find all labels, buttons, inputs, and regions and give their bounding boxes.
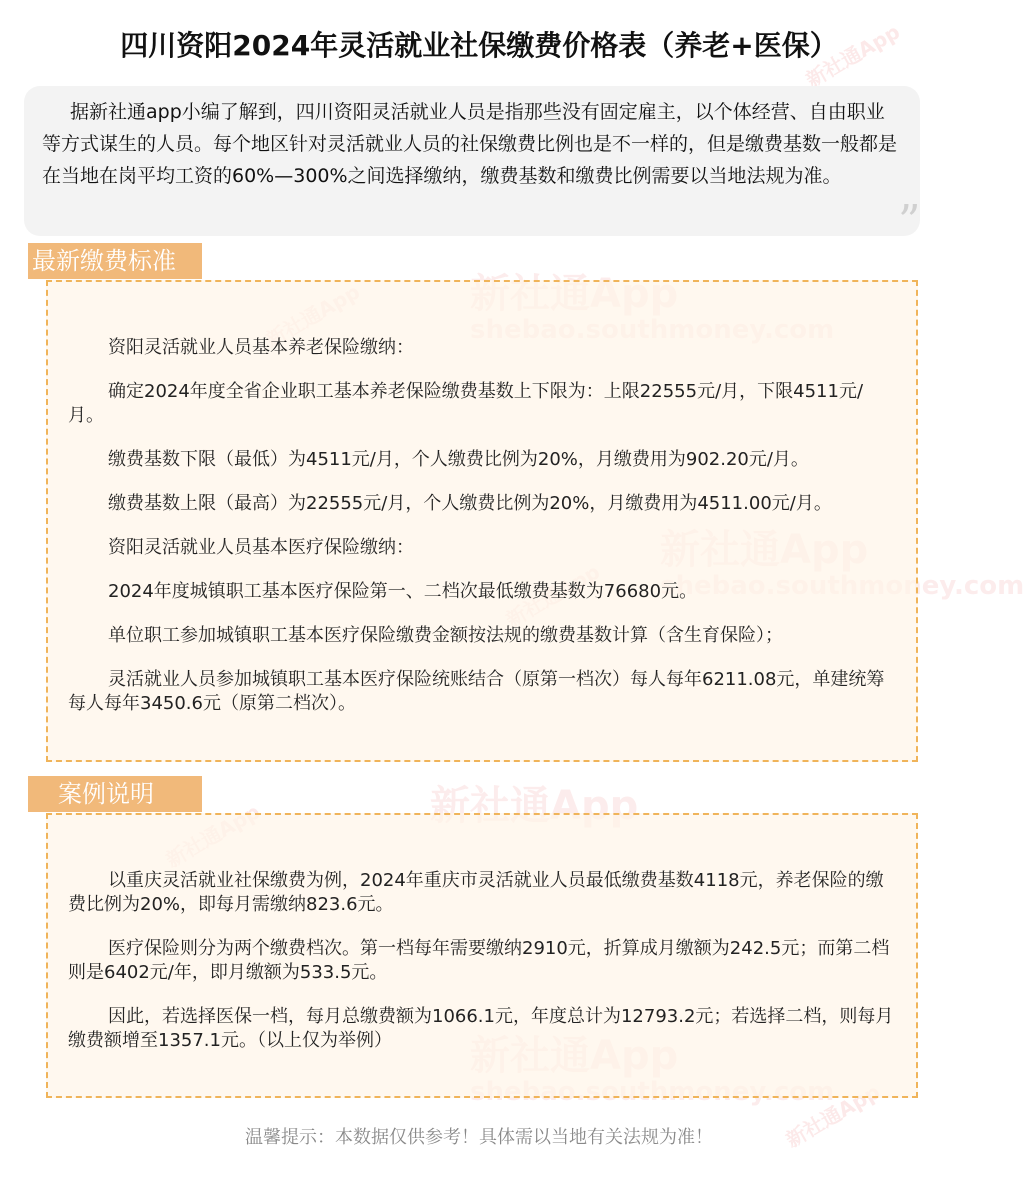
paragraph: 资阳灵活就业人员基本养老保险缴纳： — [108, 337, 414, 358]
paragraph: 因此，若选择医保一档，每月总缴费额为1066.1元，年度总计为12793.2元；若选择二档，则每月缴费额增至1357.1元。（以上仅为举例） — [68, 1006, 894, 1051]
footer-note: 温馨提示：本数据仅供参考！具体需以当地有关法规为准！ — [245, 1127, 713, 1148]
intro-text: 据新社通app小编了解到，四川资阳灵活就业人员是指那些没有固定雇主，以个体经营、自由职业等方式谋生的人员。每个地区针对灵活就业人员的社保缴费比例也是不一样的，但是缴费基数一般都是在当地在岗平均工资的60%—300%之间选择缴纳，缴费基数和缴费比例需要以当地法规为准。 — [24, 86, 920, 236]
watermark-brand: 新社通App — [781, 1079, 884, 1153]
paragraph: 灵活就业人员参加城镇职工基本医疗保险统账结合（原第一档次）每人每年6211.08元，单建统筹每人每年3450.6元（原第二档次）。 — [68, 669, 885, 714]
section-box-case — [46, 813, 918, 1098]
section-heading-label: 案例说明 — [58, 780, 154, 808]
section-heading-case — [28, 776, 202, 812]
close-quote-icon: ” — [898, 196, 921, 247]
paragraph: 2024年度城镇职工基本医疗保险第一、二档次最低缴费基数为76680元。 — [108, 581, 698, 602]
section-heading-standard — [28, 243, 202, 279]
paragraph: 缴费基数下限（最低）为4511元/月，个人缴费比例为20%，月缴费用为902.20元/月。 — [108, 449, 809, 470]
paragraph: 确定2024年度全省企业职工基本养老保险缴费基数上下限为：上限22555元/月，下限4511元/月。 — [68, 381, 864, 426]
watermark-brand: 新社通App — [430, 783, 639, 829]
paragraph: 以重庆灵活就业社保缴费为例，2024年重庆市灵活就业人员最低缴费基数4118元，养老保险的缴费比例为20%，即每月需缴纳823.6元。 — [68, 870, 884, 915]
page-title: 四川资阳2024年灵活就业社保缴费价格表（养老+医保） — [120, 29, 838, 62]
paragraph: 单位职工参加城镇职工基本医疗保险缴费金额按法规的缴费基数计算（含生育保险）； — [108, 625, 783, 646]
section-box-standard — [46, 280, 918, 762]
paragraph: 资阳灵活就业人员基本医疗保险缴纳： — [108, 537, 414, 558]
paragraph: 缴费基数上限（最高）为22555元/月，个人缴费比例为20%，月缴费用为4511.00元/月。 — [108, 493, 832, 514]
watermark-brand: 新社通App — [801, 19, 904, 93]
section-heading-label: 最新缴费标准 — [32, 247, 176, 275]
paragraph: 医疗保险则分为两个缴费档次。第一档每年需要缴纳2910元，折算成月缴额为242.5元；而第二档则是6402元/年，即月缴额为533.5元。 — [68, 938, 890, 983]
